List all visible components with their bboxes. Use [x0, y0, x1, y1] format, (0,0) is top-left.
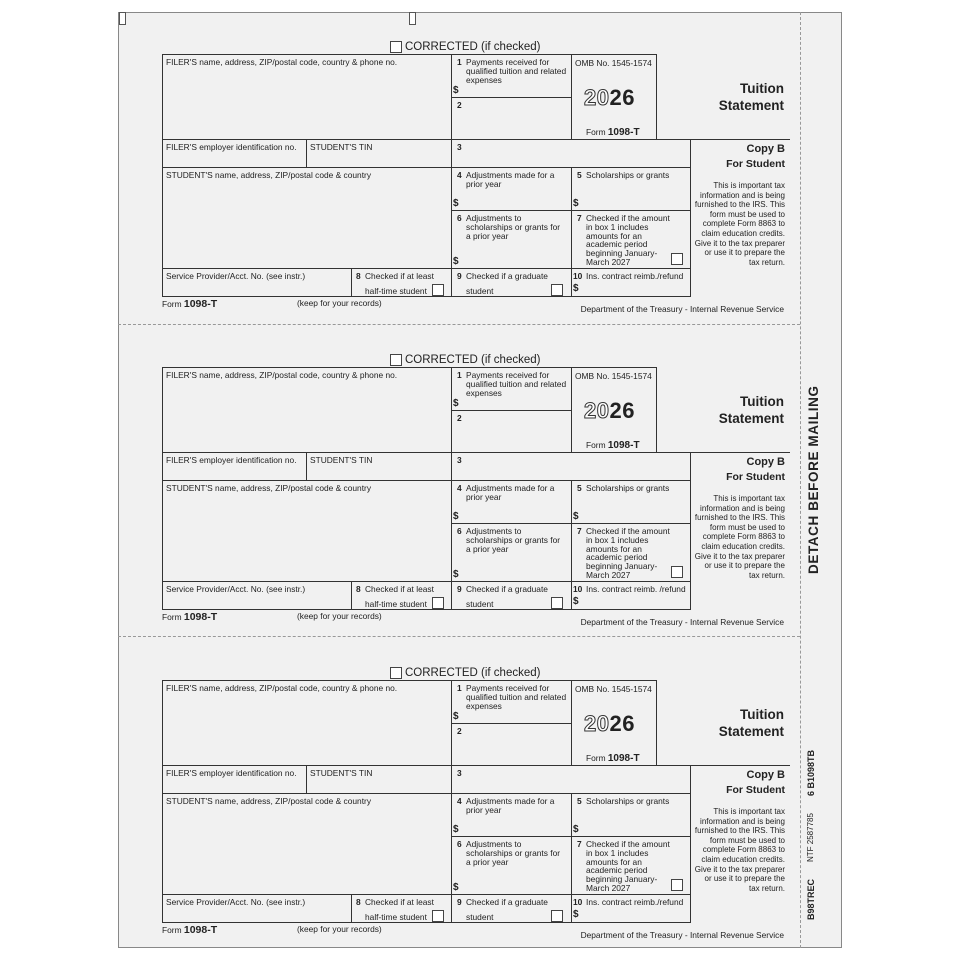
box-9-number: 9	[457, 897, 462, 907]
box-9-field	[451, 581, 572, 610]
copy-b-notice-area	[690, 452, 790, 610]
tax-year-solid: 26	[609, 398, 635, 423]
box-8-number: 8	[356, 584, 361, 594]
form-id	[586, 128, 640, 138]
box-8-label-line-1: Checked if at least	[365, 271, 434, 281]
box-6-label: Adjustments to scholarships or grants for a prior year	[466, 213, 561, 241]
copy-recipient: For Student	[726, 784, 785, 796]
box-10-field[interactable]	[571, 581, 691, 610]
box-4-dollar: $	[453, 824, 459, 835]
service-provider-label: Service Provider/Acct. No. (see instr.)	[166, 584, 306, 594]
box-7-field	[571, 210, 691, 269]
box-1-payments-field[interactable]	[451, 367, 572, 411]
keep-records-note: (keep for your records)	[297, 611, 382, 621]
copy-b-notice-area	[690, 765, 790, 923]
box-3-field[interactable]	[451, 139, 691, 168]
student-tin-field[interactable]	[306, 765, 452, 794]
form-copy-3	[0, 626, 960, 938]
keep-records-note: (keep for your records)	[297, 298, 382, 308]
filer-name-field[interactable]	[162, 680, 452, 766]
box-8-checkbox[interactable]	[432, 284, 444, 296]
copy-label: Copy B	[746, 143, 785, 155]
box-1-label: Payments received for qualified tuition and related expenses	[466, 57, 567, 85]
student-name-field[interactable]	[162, 480, 452, 582]
form-id	[586, 441, 640, 451]
box-2-number: 2	[457, 726, 462, 736]
box-5-dollar: $	[573, 824, 579, 835]
student-name-field[interactable]	[162, 793, 452, 895]
copy-notice: This is important tax information and is being furnished to the IRS. This form must be used to complete Form 8863 to claim education credits. Give it to the tax preparer or use it to prepare the tax return.	[694, 494, 785, 580]
copy-b-notice-area	[690, 139, 790, 297]
box-6-dollar: $	[453, 256, 459, 267]
box-6-label: Adjustments to scholarships or grants for a prior year	[466, 526, 561, 554]
footer-form-word: Form	[162, 925, 182, 935]
box-4-number: 4	[457, 483, 462, 493]
box-1-number: 1	[457, 57, 462, 67]
box-10-field[interactable]	[571, 894, 691, 923]
box-7-field	[571, 523, 691, 582]
box-1-dollar: $	[453, 85, 459, 96]
student-name-label: STUDENT'S name, address, ZIP/postal code & country	[166, 796, 372, 806]
copy-recipient: For Student	[726, 471, 785, 483]
box-1-dollar: $	[453, 711, 459, 722]
box-8-checkbox[interactable]	[432, 597, 444, 609]
box-3-field[interactable]	[451, 452, 691, 481]
filer-ein-label: FILER'S employer identification no.	[166, 455, 297, 465]
filer-name-label: FILER'S name, address, ZIP/postal code, country & phone no.	[166, 57, 398, 67]
student-tin-label: STUDENT'S TIN	[310, 455, 373, 465]
box-7-number: 7	[577, 213, 582, 223]
box-2-number: 2	[457, 413, 462, 423]
box-8-label-line-2: half-time student	[365, 912, 427, 922]
box-6-number: 6	[457, 213, 462, 223]
form-copy-1	[0, 0, 960, 312]
box-10-dollar: $	[573, 909, 579, 920]
omb-number: OMB No. 1545-1574	[575, 684, 652, 694]
service-provider-field[interactable]	[162, 581, 352, 610]
student-tin-label: STUDENT'S TIN	[310, 142, 373, 152]
footer-form-word: Form	[162, 299, 182, 309]
copy-label: Copy B	[746, 456, 785, 468]
box-4-dollar: $	[453, 511, 459, 522]
student-name-label: STUDENT'S name, address, ZIP/postal code & country	[166, 170, 372, 180]
box-7-checkbox[interactable]	[671, 879, 683, 891]
service-provider-field[interactable]	[162, 894, 352, 923]
student-name-label: STUDENT'S name, address, ZIP/postal code & country	[166, 483, 372, 493]
service-provider-field[interactable]	[162, 268, 352, 297]
box-10-number: 10	[573, 897, 583, 907]
box-10-label: Ins. contract reimb. /refund	[586, 584, 686, 594]
filer-name-label: FILER'S name, address, ZIP/postal code, country & phone no.	[166, 683, 398, 693]
box-4-field[interactable]	[451, 480, 572, 524]
copy-notice: This is important tax information and is being furnished to the IRS. This form must be used to complete Form 8863 to claim education credits. Give it to the tax preparer or use it to prepare the tax return.	[694, 807, 785, 893]
box-6-dollar: $	[453, 569, 459, 580]
student-tin-field[interactable]	[306, 452, 452, 481]
box-8-number: 8	[356, 897, 361, 907]
omb-year-box	[571, 367, 657, 453]
box-4-label: Adjustments made for a prior year	[466, 170, 555, 189]
box-6-number: 6	[457, 526, 462, 536]
box-10-label: Ins. contract reimb./refund	[586, 271, 684, 281]
department-line: Department of the Treasury - Internal Revenue Service	[580, 930, 784, 940]
box-3-field[interactable]	[451, 765, 691, 794]
omb-number: OMB No. 1545-1574	[575, 371, 652, 381]
box-7-label: Checked if the amount in box 1 includes amounts for an academic period beginning January-March 2027	[586, 526, 670, 580]
student-name-field[interactable]	[162, 167, 452, 269]
box-6-field[interactable]	[451, 210, 572, 269]
form-word: Form	[586, 753, 606, 763]
box-4-field[interactable]	[451, 167, 572, 211]
box-5-scholarships-field[interactable]	[571, 167, 691, 211]
service-provider-label: Service Provider/Acct. No. (see instr.)	[166, 271, 306, 281]
form-title-line-1: Tuition	[740, 81, 784, 96]
footer-form-id	[162, 300, 217, 309]
box-8-field	[351, 894, 452, 923]
box-4-field[interactable]	[451, 793, 572, 837]
box-5-scholarships-field[interactable]	[571, 793, 691, 837]
box-5-label: Scholarships or grants	[586, 483, 670, 493]
box-4-number: 4	[457, 796, 462, 806]
box-10-number: 10	[573, 584, 583, 594]
detach-instruction: DETACH BEFORE MAILING	[806, 385, 821, 574]
copy-label: Copy B	[746, 769, 785, 781]
box-5-number: 5	[577, 483, 582, 493]
footer-form-id	[162, 613, 217, 622]
copy-notice: This is important tax information and is being furnished to the IRS. This form must be used to complete Form 8863 to claim education credits. Give it to the tax preparer or use it to prepare the tax return.	[694, 181, 785, 267]
box-5-scholarships-field[interactable]	[571, 480, 691, 524]
box-3-number: 3	[457, 768, 462, 778]
box-10-dollar: $	[573, 283, 579, 294]
form-title-line-2: Statement	[718, 411, 784, 426]
corrected-label: CORRECTED (if checked)	[405, 354, 541, 366]
box-9-field	[451, 268, 572, 297]
box-9-label-line-1: Checked if a graduate	[466, 897, 548, 907]
box-7-number: 7	[577, 839, 582, 849]
footer-form-id	[162, 926, 217, 935]
tax-year-outline: 20	[584, 711, 610, 736]
box-8-label-line-2: half-time student	[365, 599, 427, 609]
form-number: 1098-T	[607, 440, 640, 451]
box-2-field[interactable]	[451, 723, 572, 766]
box-8-label-line-1: Checked if at least	[365, 897, 434, 907]
box-7-label: Checked if the amount in box 1 includes amounts for an academic period beginning January-March 2027	[586, 839, 670, 893]
box-4-label: Adjustments made for a prior year	[466, 483, 555, 502]
filer-ein-field[interactable]	[162, 139, 307, 168]
omb-year-box	[571, 680, 657, 766]
copy-recipient: For Student	[726, 158, 785, 170]
box-7-label: Checked if the amount in box 1 includes amounts for an academic period beginning January-March 2027	[586, 213, 670, 267]
box-4-label: Adjustments made for a prior year	[466, 796, 555, 815]
corrected-label: CORRECTED (if checked)	[405, 667, 541, 679]
product-code: B98TREC	[806, 878, 816, 920]
box-5-dollar: $	[573, 198, 579, 209]
box-1-number: 1	[457, 683, 462, 693]
footer-form-number: 1098-T	[183, 298, 218, 310]
tax-year	[584, 398, 635, 424]
omb-number: OMB No. 1545-1574	[575, 58, 652, 68]
box-5-number: 5	[577, 796, 582, 806]
box-3-number: 3	[457, 455, 462, 465]
box-6-label: Adjustments to scholarships or grants for a prior year	[466, 839, 561, 867]
form-stock-code: 6 B1098TB	[806, 749, 816, 796]
box-8-label-line-1: Checked if at least	[365, 584, 434, 594]
form-word: Form	[586, 440, 606, 450]
box-9-number: 9	[457, 271, 462, 281]
box-10-number: 10	[573, 271, 583, 281]
box-6-field[interactable]	[451, 836, 572, 895]
box-5-dollar: $	[573, 511, 579, 522]
box-10-dollar: $	[573, 596, 579, 607]
filer-ein-label: FILER'S employer identification no.	[166, 768, 297, 778]
box-3-number: 3	[457, 142, 462, 152]
box-6-number: 6	[457, 839, 462, 849]
box-7-number: 7	[577, 526, 582, 536]
tax-year-solid: 26	[609, 711, 635, 736]
box-1-payments-field[interactable]	[451, 54, 572, 98]
box-9-label-line-2: student	[466, 912, 494, 922]
form-title-line-2: Statement	[718, 724, 784, 739]
box-1-number: 1	[457, 370, 462, 380]
box-2-number: 2	[457, 100, 462, 110]
department-line: Department of the Treasury - Internal Revenue Service	[580, 617, 784, 627]
box-9-checkbox[interactable]	[551, 284, 563, 296]
omb-year-box	[571, 54, 657, 140]
box-10-label: Ins. contract reimb./refund	[586, 897, 684, 907]
corrected-checkbox[interactable]	[390, 354, 402, 366]
form-title-line-1: Tuition	[740, 394, 784, 409]
tax-year-outline: 20	[584, 398, 610, 423]
student-tin-label: STUDENT'S TIN	[310, 768, 373, 778]
service-provider-label: Service Provider/Acct. No. (see instr.)	[166, 897, 306, 907]
box-8-field	[351, 268, 452, 297]
box-4-number: 4	[457, 170, 462, 180]
corrected-checkbox[interactable]	[390, 667, 402, 679]
footer-form-word: Form	[162, 612, 182, 622]
form-number: 1098-T	[607, 753, 640, 764]
box-6-dollar: $	[453, 882, 459, 893]
box-7-checkbox[interactable]	[671, 253, 683, 265]
box-10-field[interactable]	[571, 268, 691, 297]
box-5-label: Scholarships or grants	[586, 796, 670, 806]
box-9-label-line-2: student	[466, 286, 494, 296]
form-id	[586, 754, 640, 764]
form-word: Form	[586, 127, 606, 137]
tax-year-outline: 20	[584, 85, 610, 110]
box-4-dollar: $	[453, 198, 459, 209]
box-1-payments-field[interactable]	[451, 680, 572, 724]
box-9-checkbox[interactable]	[551, 910, 563, 922]
box-8-checkbox[interactable]	[432, 910, 444, 922]
tax-year	[584, 711, 635, 737]
box-9-checkbox[interactable]	[551, 597, 563, 609]
box-9-number: 9	[457, 584, 462, 594]
footer-form-number: 1098-T	[183, 611, 218, 623]
box-7-checkbox[interactable]	[671, 566, 683, 578]
ntf-code: NTF 2587785	[806, 813, 815, 862]
filer-name-field[interactable]	[162, 54, 452, 140]
box-1-label: Payments received for qualified tuition and related expenses	[466, 683, 567, 711]
filer-ein-field[interactable]	[162, 765, 307, 794]
box-8-field	[351, 581, 452, 610]
footer-form-number: 1098-T	[183, 924, 218, 936]
box-2-field[interactable]	[451, 410, 572, 453]
tax-year-solid: 26	[609, 85, 635, 110]
box-8-number: 8	[356, 271, 361, 281]
form-number: 1098-T	[607, 127, 640, 138]
box-6-field[interactable]	[451, 523, 572, 582]
box-5-label: Scholarships or grants	[586, 170, 670, 180]
box-9-label-line-1: Checked if a graduate	[466, 584, 548, 594]
box-9-label-line-2: student	[466, 599, 494, 609]
student-tin-field[interactable]	[306, 139, 452, 168]
corrected-label: CORRECTED (if checked)	[405, 41, 541, 53]
box-2-field[interactable]	[451, 97, 572, 140]
filer-name-field[interactable]	[162, 367, 452, 453]
form-title-line-2: Statement	[718, 98, 784, 113]
box-8-label-line-2: half-time student	[365, 286, 427, 296]
filer-ein-field[interactable]	[162, 452, 307, 481]
department-line: Department of the Treasury - Internal Revenue Service	[580, 304, 784, 314]
box-1-dollar: $	[453, 398, 459, 409]
form-title-line-1: Tuition	[740, 707, 784, 722]
keep-records-note: (keep for your records)	[297, 924, 382, 934]
tax-year	[584, 85, 635, 111]
box-9-label-line-1: Checked if a graduate	[466, 271, 548, 281]
box-5-number: 5	[577, 170, 582, 180]
filer-ein-label: FILER'S employer identification no.	[166, 142, 297, 152]
box-7-field	[571, 836, 691, 895]
corrected-checkbox[interactable]	[390, 41, 402, 53]
box-9-field	[451, 894, 572, 923]
filer-name-label: FILER'S name, address, ZIP/postal code, country & phone no.	[166, 370, 398, 380]
box-1-label: Payments received for qualified tuition and related expenses	[466, 370, 567, 398]
